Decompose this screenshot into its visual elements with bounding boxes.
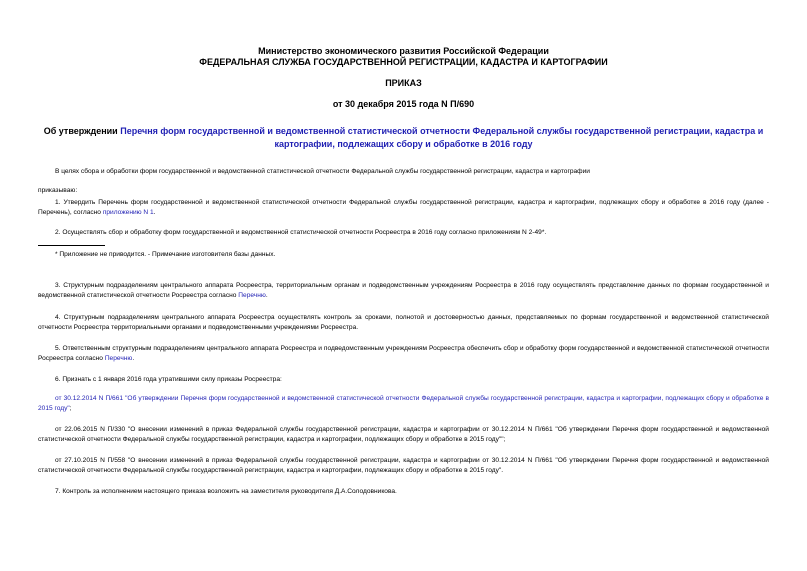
paragraph-5-text: 5. Ответственным структурным подразделениям центрального аппарата Росреестра и подведомственным учреждениям Росреестра обеспечить сбор и обработку форм государственной и ведомственной статистической отчетности Росреестра согласно xyxy=(38,345,769,362)
paragraph-6b: от 22.06.2015 N П/330 "О внесении изменений в приказ Федеральной службы государственной регистрации, кадастра и картографии от 30.12.2014 N П/661 "Об утверждении Перечня форм государственной и ведомственной статистической отчетности Федеральной службы государственной регистрации, кадастра и картографии, подлежащих сбору и обработке в 2015 году""; xyxy=(38,426,769,443)
paragraph-6c: от 27.10.2015 N П/558 "О внесении изменений в приказ Федеральной службы государственной регистрации, кадастра и картографии от 30.12.2014 N П/661 "Об утверждении Перечня форм государственной и ведомственной статистической отчетности Федеральной службы государственной регистрации, кадастра и картографии, подлежащих сбору и обработке в 2015 году". xyxy=(38,457,769,474)
appendix-1-link[interactable]: приложению N 1 xyxy=(102,208,154,216)
order-title-prefix: Об утверждении xyxy=(43,126,121,136)
list-link-p3[interactable]: Перечню xyxy=(238,291,266,299)
paragraph-1-text: 1. Утвердить Перечень форм государственной и ведомственной статистической отчетности Федеральной службы государственной регистрации, кадастра и картографии, подлежащих сбору и обработке в 2016 году (далее - Перечень), согласно xyxy=(38,199,769,216)
paragraph-6a-end: ; xyxy=(69,404,72,412)
paragraph-5-end: . xyxy=(132,354,135,362)
paragraph-6a xyxy=(38,394,769,413)
paragraph-3-end: . xyxy=(265,291,268,299)
date-number-heading: от 30 декабря 2015 года N П/690 xyxy=(332,99,475,109)
footnote: * Приложение не приводится. - Примечание изготовителя базы данных. xyxy=(55,251,276,258)
paragraph-4: 4. Структурным подразделениям центрального аппарата Росреестра осуществлять контроль за сроками, полнотой и достоверностью данных, представляемых по формам государственной и ведомственной статистической отчетности Росреестра территориальными органами и подведомственными учреждениями Росреестра. xyxy=(38,314,769,331)
intro-paragraph: В целях сбора и обработки форм государственной и ведомственной статистической отчетности Федеральной службы государственной регистрации, кадастра и картографии xyxy=(55,168,590,175)
paragraph-1-end: . xyxy=(153,208,156,216)
order-title-link[interactable]: Перечня форм государственной и ведомственной статистической отчетности Федеральной службы государственной регистрации, кадастра и картографии, подлежащих сбору и обработке в 2016 году xyxy=(120,126,764,149)
paragraph-1 xyxy=(38,198,769,217)
order-word: приказываю: xyxy=(38,187,78,194)
ministry-heading: Министерство экономического развития Российской Федерации xyxy=(258,46,549,56)
paragraph-3 xyxy=(38,281,769,300)
list-link-p5[interactable]: Перечню xyxy=(104,354,133,362)
paragraph-7: 7. Контроль за исполнением настоящего приказа возложить на заместителя руководителя Д.А.Солодовникова. xyxy=(55,488,397,495)
service-heading: ФЕДЕРАЛЬНАЯ СЛУЖБА ГОСУДАРСТВЕННОЙ РЕГИСТРАЦИИ, КАДАСТРА И КАРТОГРАФИИ xyxy=(199,57,608,67)
doc-type-heading: ПРИКАЗ xyxy=(385,78,422,88)
paragraph-2: 2. Осуществлять сбор и обработку форм государственной и ведомственной статистической отчетности Росреестра в 2016 году согласно приложениям N 2-49*. xyxy=(55,229,547,236)
footnote-divider xyxy=(38,245,105,246)
order-661-link[interactable]: от 30.12.2014 N П/661 "Об утверждении Перечня форм государственной и ведомственной статистической отчетности Федеральной службы государственной регистрации, кадастра и картографии, подлежащих сбору и обработке в 2015 году" xyxy=(38,395,769,412)
order-title xyxy=(30,125,777,151)
paragraph-3-text: 3. Структурным подразделениям центрального аппарата Росреестра, территориальным органам и подведомственным учреждениям Росреестра в 2016 году осуществлять представление данных по формам государственной и ведомственной статистической отчетности Росреестра согласно xyxy=(38,282,769,299)
paragraph-6: 6. Признать с 1 января 2016 года утратившими силу приказы Росреестра: xyxy=(55,376,282,383)
paragraph-5 xyxy=(38,344,769,363)
